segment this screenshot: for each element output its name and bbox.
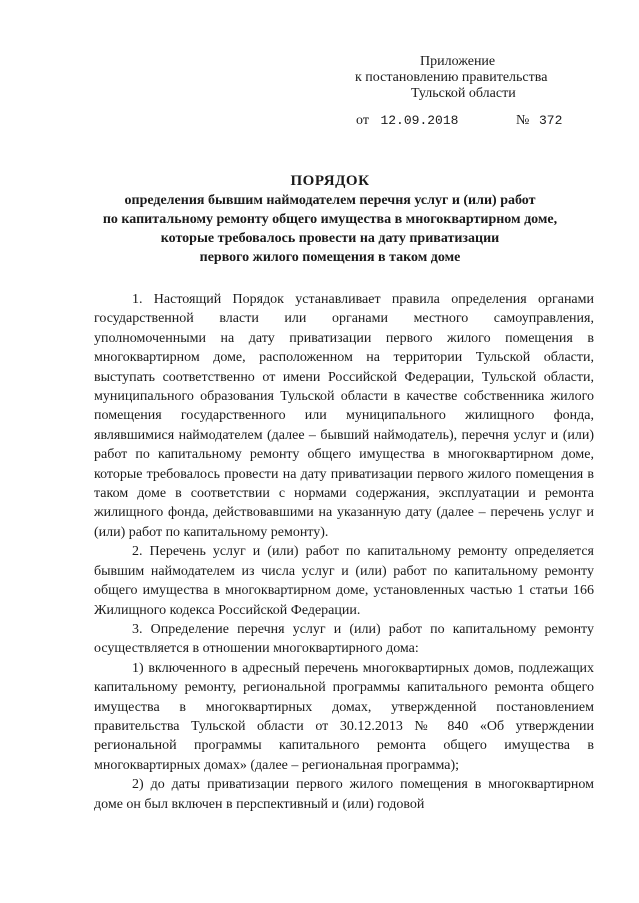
- document-date: 12.09.2018: [380, 113, 459, 128]
- appendix-resolution: к постановлению правительства: [355, 70, 548, 85]
- paragraph-2: 2. Перечень услуг и (или) работ по капитальному ремонту определяется бывшим наймодателем из числа услуг и (или) работ по капитальному ремонту общего имущества в многоквартирном доме, установленных частью 1 статьи 166 Жилищного кодекса Российской Федерации.: [94, 544, 594, 618]
- document-date-number: [356, 113, 563, 129]
- title-line-1: определения бывшим наймодателем перечня услуг и (или) работ: [124, 193, 536, 208]
- title-line-4: первого жилого помещения в таком доме: [199, 250, 461, 265]
- appendix-region: Тульской области: [411, 86, 516, 101]
- paragraph-1: 1. Настоящий Порядок устанавливает правила определения органами государственной власти или органами местного самоуправления, уполномоченными на дату приватизации первого жилого помещения в многоквартирном доме, расположенном на территории Тульской области, выступать соответственно от имени Российской Федерации, Тульской области, муниципального образования Тульской области в качестве собственника жилого помещения государственного или муниципального жилищного фонда, являвшимися наймодателем (далее – бывший наймодатель), перечня услуг и (или) работ по капитальному ремонту общего имущества в многоквартирном доме, которые требовалось провести на дату приватизации первого жилого помещения в таком доме в соответствии с нормами содержания, эксплуатации и ремонта жилищного фонда, действовавшими на указанную дату (далее – перечень услуг и (или) работ по капитальному ремонту).: [94, 292, 594, 540]
- date-prefix: от: [356, 113, 369, 128]
- document-title: ПОРЯДОК: [290, 173, 370, 189]
- paragraph-3-item-1: 1) включенного в адресный перечень многоквартирных домов, подлежащих капитальному ремонту, региональной программы капитального ремонта общего имущества в многоквартирных домах, утвержденной постановлением правительства Тульской области от 30.12.2013 № 840 «Об утверждении региональной программы капитального ремонта общего имущества в многоквартирных домах» (далее – региональная программа);: [94, 660, 594, 773]
- number-sign: №: [516, 113, 530, 128]
- document-number: 372: [539, 113, 563, 128]
- paragraph-3: 3. Определение перечня услуг и (или) работ по капитальному ремонту осуществляется в отношении многоквартирного дома:: [94, 621, 594, 657]
- paragraph-3-item-2: 2) до даты приватизации первого жилого помещения в многоквартирном доме он был включен в перспективный и (или) годовой: [94, 777, 594, 812]
- title-line-3: которые требовалось провести на дату приватизации: [160, 231, 500, 246]
- appendix-label: Приложение: [420, 54, 496, 69]
- document-body: [94, 290, 594, 814]
- appendix-header: [355, 54, 585, 102]
- document-title-block: [60, 172, 600, 267]
- title-line-2: по капитальному ремонту общего имущества в многоквартирном доме,: [102, 212, 558, 227]
